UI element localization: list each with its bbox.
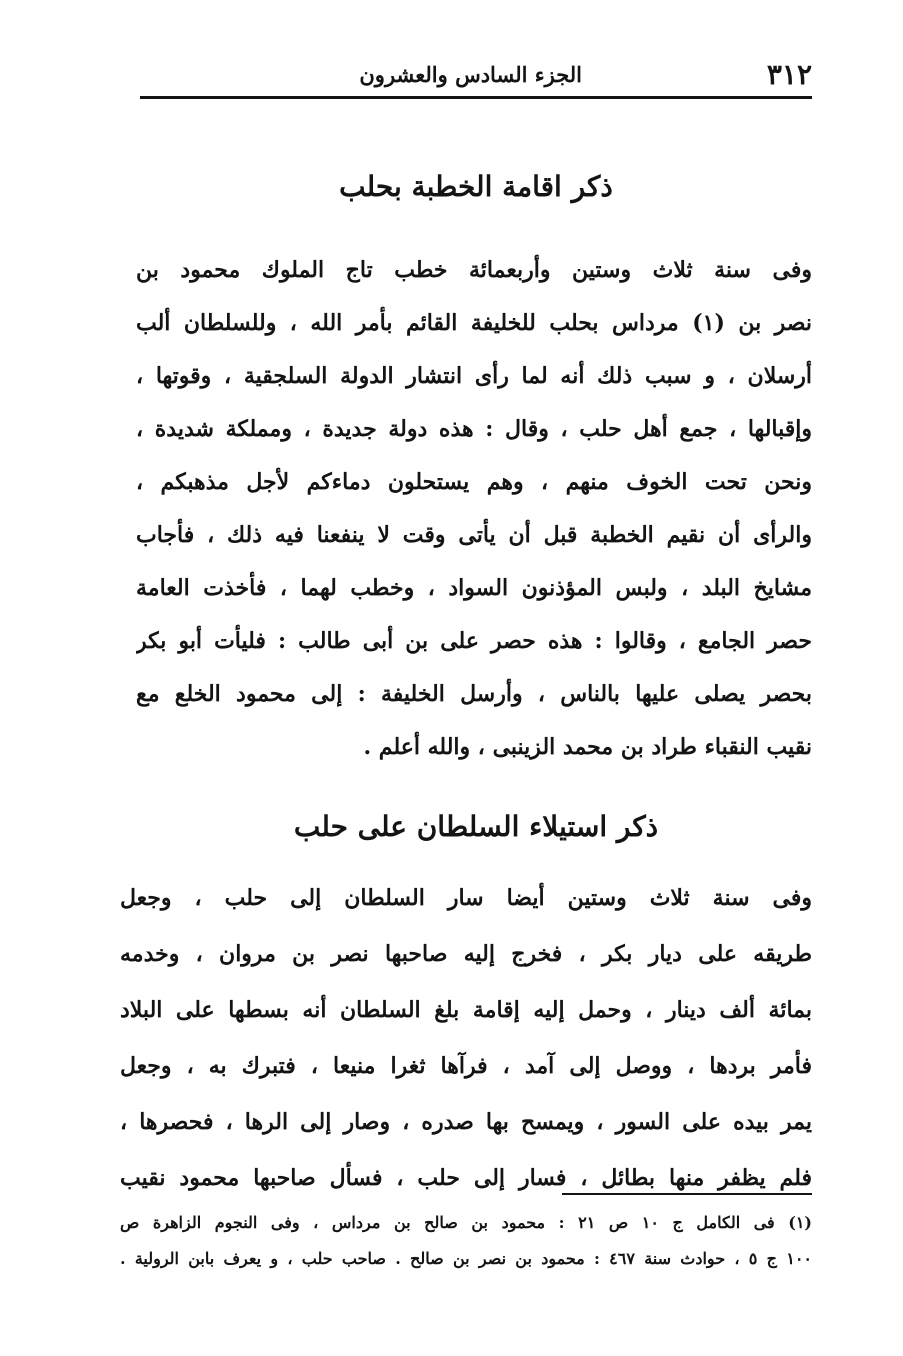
header-rule <box>140 96 812 99</box>
page-number: ٣١٢ <box>766 58 812 91</box>
text-line: بحصر يصلى عليها بالناس ، وأرسل الخليفة : إلى محمود الخلع مع <box>136 681 812 707</box>
text-line: فلم يظفر منها بطائل ، فسار إلى حلب ، فسأل صاحبها محمود نقيب <box>120 1165 812 1191</box>
text-line: أرسلان ، و سبب ذلك أنه لما رأى انتشار الدولة السلجقية ، وقوتها ، <box>136 363 812 389</box>
footnote-rule <box>562 1193 812 1195</box>
section-heading-khutba: ذكر اقامة الخطبة بحلب <box>339 170 613 203</box>
text-line: فأمر بردها ، ووصل إلى آمد ، فرآها ثغرا منيعا ، فتبرك به ، وجعل <box>120 1053 812 1079</box>
running-head-title: الجزء السادس والعشرون <box>359 62 582 87</box>
footnote-line: ١٠٠ ج ٥ ، حوادث سنة ٤٦٧ : محمود بن نصر بن صالح . صاحب حلب ، و يعرف بابن الرولية . <box>120 1249 812 1268</box>
text-line: والرأى أن نقيم الخطبة قبل أن يأتى وقت لا ينفعنا فيه ذلك ، فأجاب <box>136 522 812 548</box>
footnotes <box>120 1205 812 1277</box>
text-line: وفى سنة ثلاث وستين وأربعمائة خطب تاج الملوك محمود بن <box>136 257 812 283</box>
running-head <box>140 56 812 96</box>
section-heading-aleppo: ذكر استيلاء السلطان على حلب <box>293 810 659 843</box>
text-line: وفى سنة ثلاث وستين أيضا سار السلطان إلى حلب ، وجعل <box>120 885 812 911</box>
text-line: مشايخ البلد ، ولبس المؤذنون السواد ، وخطب لهما ، فأخذت العامة <box>136 575 812 601</box>
text-line: ونحن تحت الخوف منهم ، وهم يستحلون دماءكم لأجل مذهبكم ، <box>136 469 812 495</box>
section-body-khutba <box>136 244 812 774</box>
text-line: وإقبالها ، جمع أهل حلب ، وقال : هذه دولة جديدة ، ومملكة شديدة ، <box>136 416 812 442</box>
section-body-aleppo <box>120 870 812 1206</box>
text-line: نقيب النقباء طراد بن محمد الزينبى ، والله أعلم . <box>363 734 812 760</box>
text-line: حصر الجامع ، وقالوا : هذه حصر على بن أبى طالب : فليأت أبو بكر <box>136 628 812 654</box>
text-line: يمر بيده على السور ، ويمسح بها صدره ، وصار إلى الرها ، فحصرها ، <box>120 1109 812 1135</box>
text-line: طريقه على ديار بكر ، فخرج إليه صاحبها نصر بن مروان ، وخدمه <box>120 941 812 967</box>
footnote-line: (١) فى الكامل ج ١٠ ص ٢١ : محمود بن صالح بن مرداس ، وفى النجوم الزاهرة ص <box>120 1213 812 1232</box>
text-line: نصر بن (١) مرداس بحلب للخليفة القائم بأمر الله ، وللسلطان ألب <box>136 310 812 336</box>
text-line: بمائة ألف دينار ، وحمل إليه إقامة بلغ السلطان أنه بسطها على البلاد <box>120 997 812 1023</box>
